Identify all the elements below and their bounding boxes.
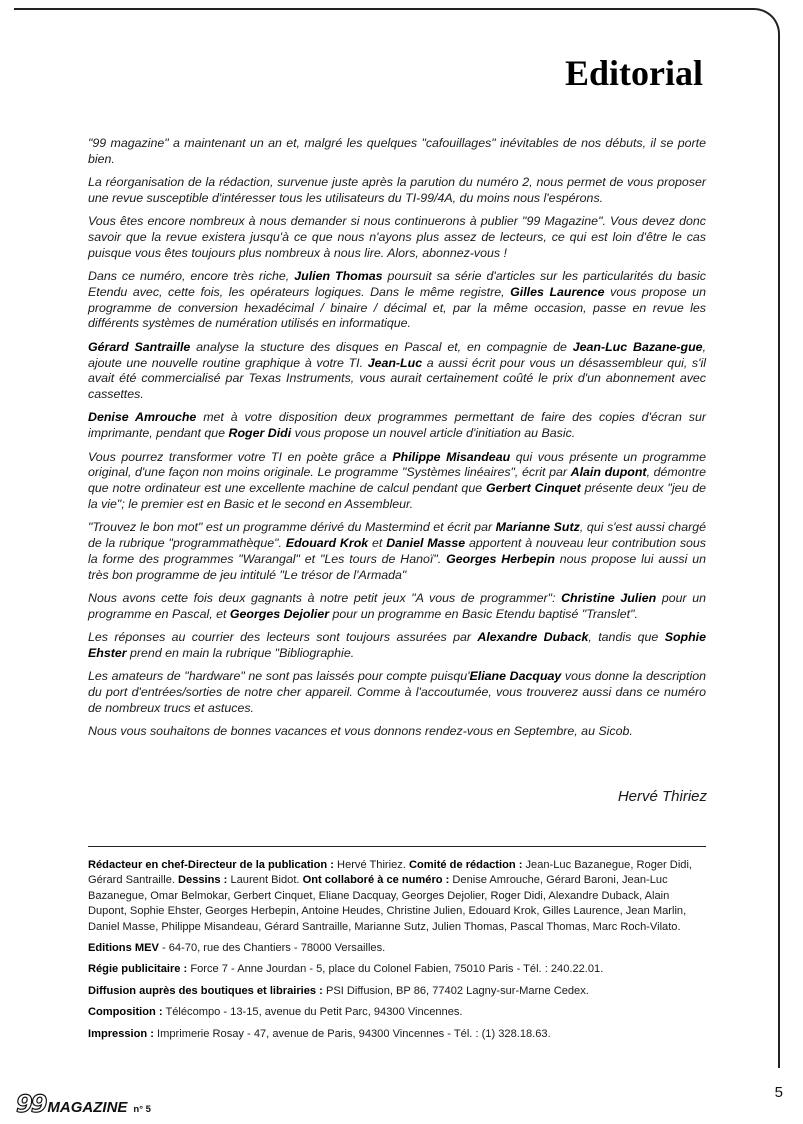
highlighted-name: Comité de rédaction : — [408, 859, 523, 871]
editorial-paragraph — [88, 175, 706, 207]
editorial-paragraph — [88, 520, 706, 583]
highlighted-name: Editions MEV — [88, 942, 159, 955]
text-run: , qui s'est aussi chargé de la rubrique "programmathèque". — [88, 520, 706, 551]
text-run: qui vous présente un programme original, d'une façon non moins originale. Le programme "Systèmes linéaires", écrit par — [88, 449, 706, 480]
editorial-paragraph — [88, 630, 706, 662]
text-run: Nous avons cette fois deux gagnants à notre petit jeux "A vous de programmer": — [88, 590, 562, 605]
editorial-paragraph — [88, 450, 706, 513]
highlighted-name: Gérard Santraille — [88, 339, 191, 354]
highlighted-name: Denise Amrouche — [88, 410, 197, 425]
magazine-logo — [16, 1090, 151, 1118]
highlighted-name: Eliane Dacquay — [469, 669, 562, 684]
credits-block — [88, 858, 706, 1048]
highlighted-name: Rédacteur en chef-Directeur de la publication : — [88, 859, 334, 871]
text-run: Dans ce numéro, encore très riche, — [88, 269, 295, 284]
text-run: Denise Amrouche, Gérard Baroni, Jean-Luc Bazanegue, Omar Belmokar, Gerbert Cinquet, Eliane Dacquay, Georges Dejolier, Roger Didi, Alexandre Duback, Alain Dupont, Sophie Ehster, Georges Herbepin, Antoine Heudes, Christine Julien, Edouard Krok, Gilles Laurence, Jean Marlin, Daniel Masse, Philippe Misandeau, Gérard Santraille, Marianne Sutz, Julien Thomas, Pascal Thomas, Marc Roch-Vilato. — [88, 874, 687, 933]
credit-line — [88, 941, 706, 956]
highlighted-name: Gilles Laurence — [510, 284, 605, 299]
text-run: "99 magazine" a maintenant un an et, malgré les quelques "cafouillages" inévitables de nos débuts, il se porte bien. — [88, 136, 706, 166]
editorial-paragraph — [88, 724, 706, 740]
text-run: pour un programme en Pascal, et — [88, 590, 706, 621]
editorial-paragraph — [88, 136, 706, 168]
credit-line — [88, 1027, 706, 1042]
text-run: Les réponses au courrier des lecteurs sont toujours assurées par — [88, 630, 478, 645]
highlighted-name: Diffusion auprès des boutiques et librairies : — [88, 984, 323, 997]
highlighted-name: Christine Julien — [561, 590, 657, 605]
text-run: , démontre que notre ordinateur est une excellente machine de calcul pendant que — [88, 465, 706, 496]
credit-line — [88, 1005, 706, 1020]
text-run: Hervé Thiriez. — [333, 859, 409, 871]
text-run: Laurent Bidot. — [227, 874, 303, 887]
text-run: La réorganisation de la rédaction, survenue juste après la parution du numéro 2, nous permet de vous proposer une revue susceptible d'intéresser tous les utilisateurs du TI-99/4A, du moins nous l'espérons. — [88, 175, 706, 205]
editorial-paragraph — [88, 669, 706, 716]
issue-number: n° 5 — [133, 1104, 151, 1115]
highlighted-name: Dessins : — [178, 874, 228, 887]
credit-line — [88, 984, 706, 999]
logo-word: MAGAZINE — [47, 1099, 128, 1116]
highlighted-name: Alain dupont — [570, 465, 647, 480]
text-run: met à votre disposition deux programmes permettant de faire des copies d'écran sur imprimante, pendant que — [88, 410, 707, 441]
text-run: PSI Diffusion, BP 86, 77402 Lagny-sur-Marne Cedex. — [322, 984, 589, 997]
highlighted-name: Ont collaboré à ce numéro : — [302, 874, 450, 887]
highlighted-name: Gerbert Cinquet — [485, 481, 581, 496]
text-run: vous propose un programme de conversion hexadécimal / binaire / décimal et, par la même occasion, passe en revue les différents systèmes de numération utilisés en informatique. — [88, 284, 706, 331]
text-run: a aussi écrit pour vous un désassembleur qui, s'il avait été commercialisé par Texas Instruments, vous aurait certainement coûté le prix d'un abonnement avec cassettes. — [88, 355, 706, 402]
text-run: Télécompo - 13-15, avenue du Petit Parc, 94300 Vincennes. — [162, 1006, 463, 1019]
text-run: poursuit sa série d'articles sur les particularités du basic Etendu avec, cette fois, les opérateurs logiques. Dans le même registre, — [88, 269, 706, 299]
editorial-paragraph — [88, 410, 706, 442]
highlighted-name: Georges Herbepin — [446, 551, 555, 566]
text-run: Imprimerie Rosay - 47, avenue de Paris, 94300 Vincennes - Tél. : (1) 328.18.63. — [153, 1027, 551, 1040]
logo-mark: 99 — [16, 1090, 46, 1118]
text-run: vous propose un nouvel article d'initiation au Basic. — [291, 426, 576, 441]
credit-line — [88, 962, 706, 977]
text-run: Vous pourrez transformer votre TI en poète grâce a — [88, 449, 393, 464]
text-run: présente deux "jeu de la vie"; le premier est en Basic et le second en Assembleur. — [88, 481, 706, 511]
highlighted-name: Philippe Misandeau — [392, 449, 511, 464]
text-run: apportent à nouveau leur contribution sous la forme des programmes "Warangal" et "Les tours de Hanoï". — [88, 536, 706, 566]
editorial-body — [88, 136, 706, 747]
page-number: 5 — [774, 1084, 783, 1101]
editorial-paragraph — [88, 340, 706, 403]
highlighted-name: Daniel Masse — [386, 536, 466, 551]
editorial-paragraph — [88, 269, 706, 332]
editorial-paragraph — [88, 591, 706, 623]
text-run: analyse la stucture des disques en Pascal et, en compagnie de — [190, 339, 573, 354]
text-run: Nous vous souhaitons de bonnes vacances et vous donnons rendez-vous en Septembre, au Sicob. — [88, 724, 633, 738]
text-run: Jean-Luc Bazanegue, Roger Didi, Gérard Santraille. — [88, 859, 692, 887]
credit-line — [88, 858, 706, 935]
page-title: Editorial — [564, 53, 703, 93]
highlighted-name: Marianne Sutz — [495, 520, 580, 535]
text-run: - 64-70, rue des Chantiers - 78000 Versailles. — [158, 942, 386, 955]
highlighted-name: Edouard Krok — [285, 536, 369, 551]
text-run: , ajoute une nouvelle routine graphique à votre TI. — [88, 339, 707, 370]
text-run: , tandis que — [588, 630, 665, 645]
text-run: Force 7 - Anne Jourdan - 5, place du Colonel Fabien, 75010 Paris - Tél. : 240.22.01. — [187, 963, 604, 976]
highlighted-name: Sophie Ehster — [88, 630, 706, 660]
highlighted-name: Composition : — [88, 1006, 163, 1019]
text-run: et — [368, 536, 387, 551]
highlighted-name: Impression : — [88, 1027, 154, 1040]
text-run: "Trouvez le bon mot" est un programme dérivé du Mastermind et écrit par — [88, 520, 496, 535]
signature: Hervé Thiriez — [617, 788, 707, 805]
text-run: nous propose lui aussi un très bon programme de jeu intitulé "Le trésor de l'Armada" — [88, 551, 706, 582]
text-run: Vous êtes encore nombreux à nous demander si nous continuerons à publier "99 Magazine". Vous devez donc savoir que la revue existera jusqu'à ce que nous n'ayons plus assez de lecteurs, ce qui est loin d'être le cas puisque vous êtes toujours plus nombreux à nous lire. Alors, abonnez-vous ! — [88, 214, 706, 260]
highlighted-name: Julien Thomas — [294, 269, 383, 284]
highlighted-name: Jean-Luc Bazane-gue — [572, 339, 703, 354]
text-run: Les amateurs de "hardware" ne sont pas laissés pour compte puisqu' — [88, 669, 470, 684]
text-run: vous donne la description du port d'entrées/sorties de notre cher appareil. Comme à l'accoutumée, vous trouverez aussi dans ce numéro de nombreux trucs et astuces. — [88, 669, 707, 715]
divider — [88, 846, 706, 847]
text-run: prend en main la rubrique "Bibliographie. — [126, 645, 355, 660]
highlighted-name: Jean-Luc — [367, 355, 423, 370]
editorial-paragraph — [88, 214, 706, 261]
highlighted-name: Alexandre Duback — [477, 630, 589, 645]
text-run: pour un programme en Basic Etendu baptisé "Translet". — [329, 606, 638, 621]
highlighted-name: Régie publicitaire : — [88, 963, 188, 976]
highlighted-name: Roger Didi — [228, 426, 292, 441]
highlighted-name: Georges Dejolier — [229, 606, 330, 621]
